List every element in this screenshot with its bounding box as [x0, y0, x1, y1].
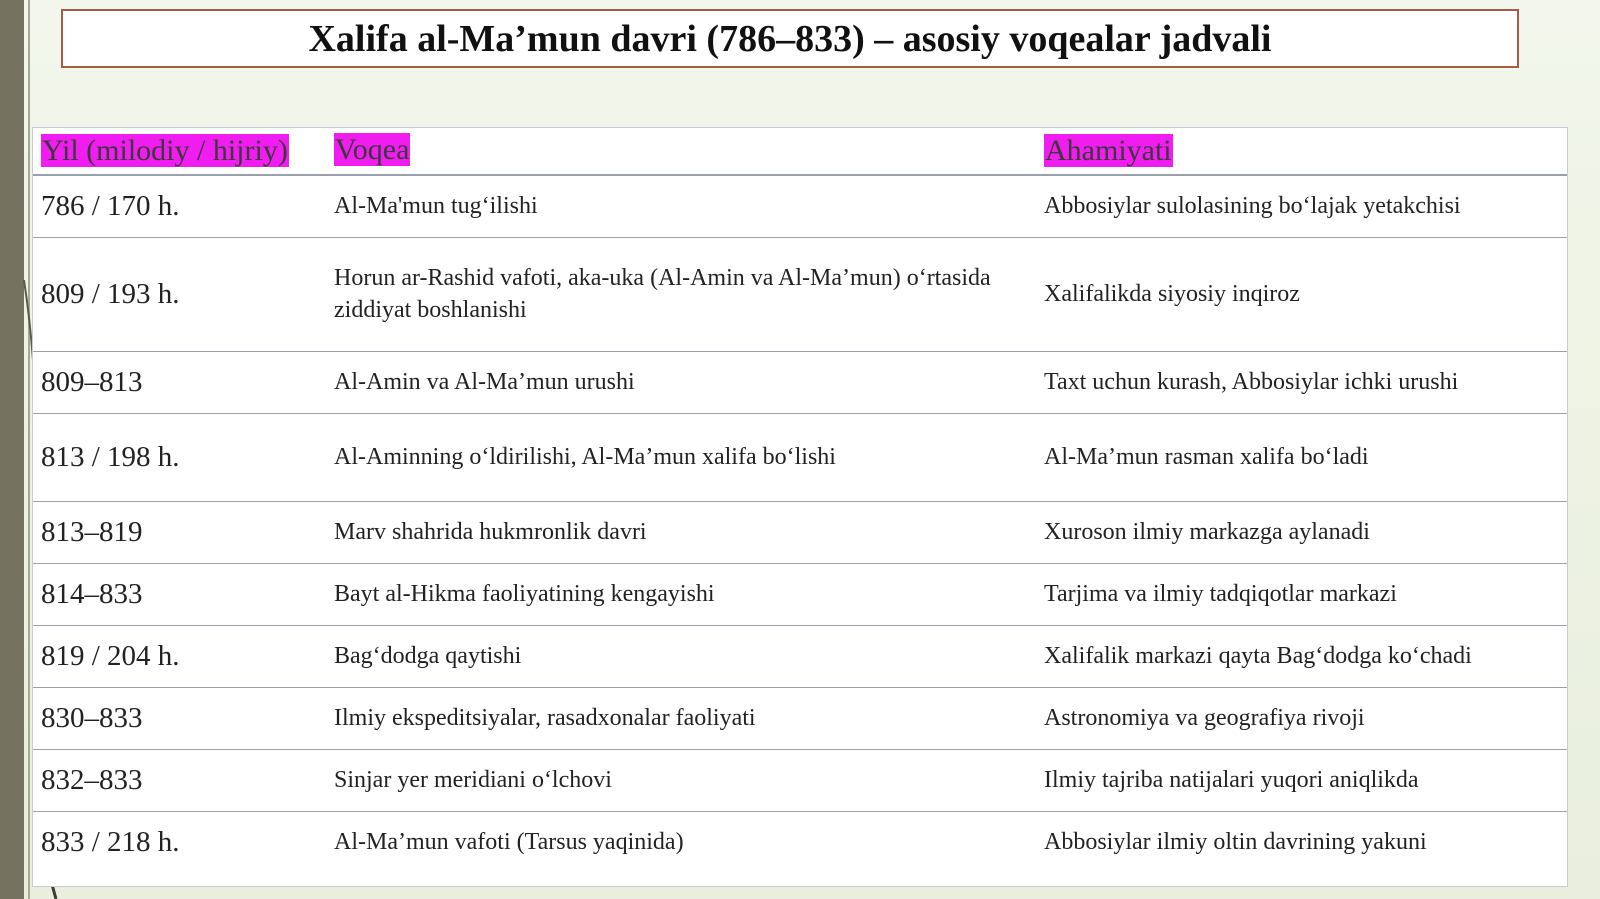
cell-event: Al-Ma’mun vafoti (Tarsus yaqinida): [334, 829, 684, 856]
page-title: Xalifa al-Ma’mun davri (786–833) – asosiy voqealar jadvali: [308, 17, 1272, 60]
table-row: [33, 687, 1567, 749]
cell-significance: Taxt uchun kurash, Abbosiylar ichki urushi: [1036, 351, 1567, 413]
cell-year: 833 / 218 h.: [41, 825, 180, 858]
cell-year: 809 / 193 h.: [33, 237, 326, 351]
cell-event: Ilmiy ekspeditsiyalar, rasadxonalar faoliyati: [326, 687, 1036, 749]
cell-significance: Abbosiylar sulolasining bo‘lajak yetakchisi: [1036, 175, 1567, 237]
cell-year: 832–833: [33, 749, 326, 811]
events-table-grid: [33, 128, 1567, 873]
table-row: [33, 237, 1567, 351]
cell-event: Horun ar-Rashid vafoti, aka-uka (Al-Amin va Al-Ma’mun) o‘rtasida ziddiyat boshlanishi: [326, 237, 1036, 351]
table-row: [33, 175, 1567, 237]
table-row: [33, 749, 1567, 811]
table-row: [33, 351, 1567, 413]
cell-year: 830–833: [33, 687, 326, 749]
table-row: [33, 811, 1567, 873]
header-year: [33, 128, 326, 175]
cell-year: 786 / 170 h.: [33, 175, 326, 237]
header-significance: [1036, 128, 1567, 175]
table-row: [33, 625, 1567, 687]
events-table: [32, 127, 1568, 887]
left-decorative-line: [28, 0, 30, 899]
cell-significance: Astronomiya va geografiya rivoji: [1036, 687, 1567, 749]
cell-event: Al-Aminning o‘ldirilishi, Al-Ma’mun xalifa bo‘lishi: [326, 413, 1036, 501]
cell-year: 814–833: [33, 563, 326, 625]
cell-event: Al-Ma'mun tug‘ilishi: [326, 175, 1036, 237]
cell-event: Bag‘dodga qaytishi: [326, 625, 1036, 687]
cell-event: Marv shahrida hukmronlik davri: [326, 501, 1036, 563]
cell-year: 819 / 204 h.: [33, 625, 326, 687]
cell-year: 813 / 198 h.: [33, 413, 326, 501]
left-decorative-bar: [0, 0, 24, 899]
cell-year: 813–819: [33, 501, 326, 563]
header-significance-label: Ahamiyati: [1045, 134, 1172, 167]
cell-year: 809–813: [33, 351, 326, 413]
table-header-row: [33, 128, 1567, 175]
cell-event: Sinjar yer meridiani o‘lchovi: [326, 749, 1036, 811]
cell-significance: Xalifalik markazi qayta Bag‘dodga ko‘chadi: [1036, 625, 1567, 687]
cell-significance: Tarjima va ilmiy tadqiqotlar markazi: [1036, 563, 1567, 625]
cell-event: Bayt al-Hikma faoliyatining kengayishi: [326, 563, 1036, 625]
header-event-label: Voqea: [335, 133, 410, 166]
title-box: [61, 9, 1519, 68]
cell-significance: Abbosiylar ilmiy oltin davrining yakuni: [1044, 828, 1427, 855]
table-row: [33, 563, 1567, 625]
cell-significance: Al-Ma’mun rasman xalifa bo‘ladi: [1036, 413, 1567, 501]
table-row: [33, 501, 1567, 563]
table-row: [33, 413, 1567, 501]
cell-significance: Xalifalikda siyosiy inqiroz: [1036, 237, 1567, 351]
cell-significance: Ilmiy tajriba natijalari yuqori aniqlikda: [1036, 749, 1567, 811]
cell-event: Al-Amin va Al-Ma’mun urushi: [326, 351, 1036, 413]
cell-significance: Xuroson ilmiy markazga aylanadi: [1036, 501, 1567, 563]
header-year-label: Yil (milodiy / hijriy): [42, 134, 288, 167]
header-event: [326, 128, 1036, 175]
